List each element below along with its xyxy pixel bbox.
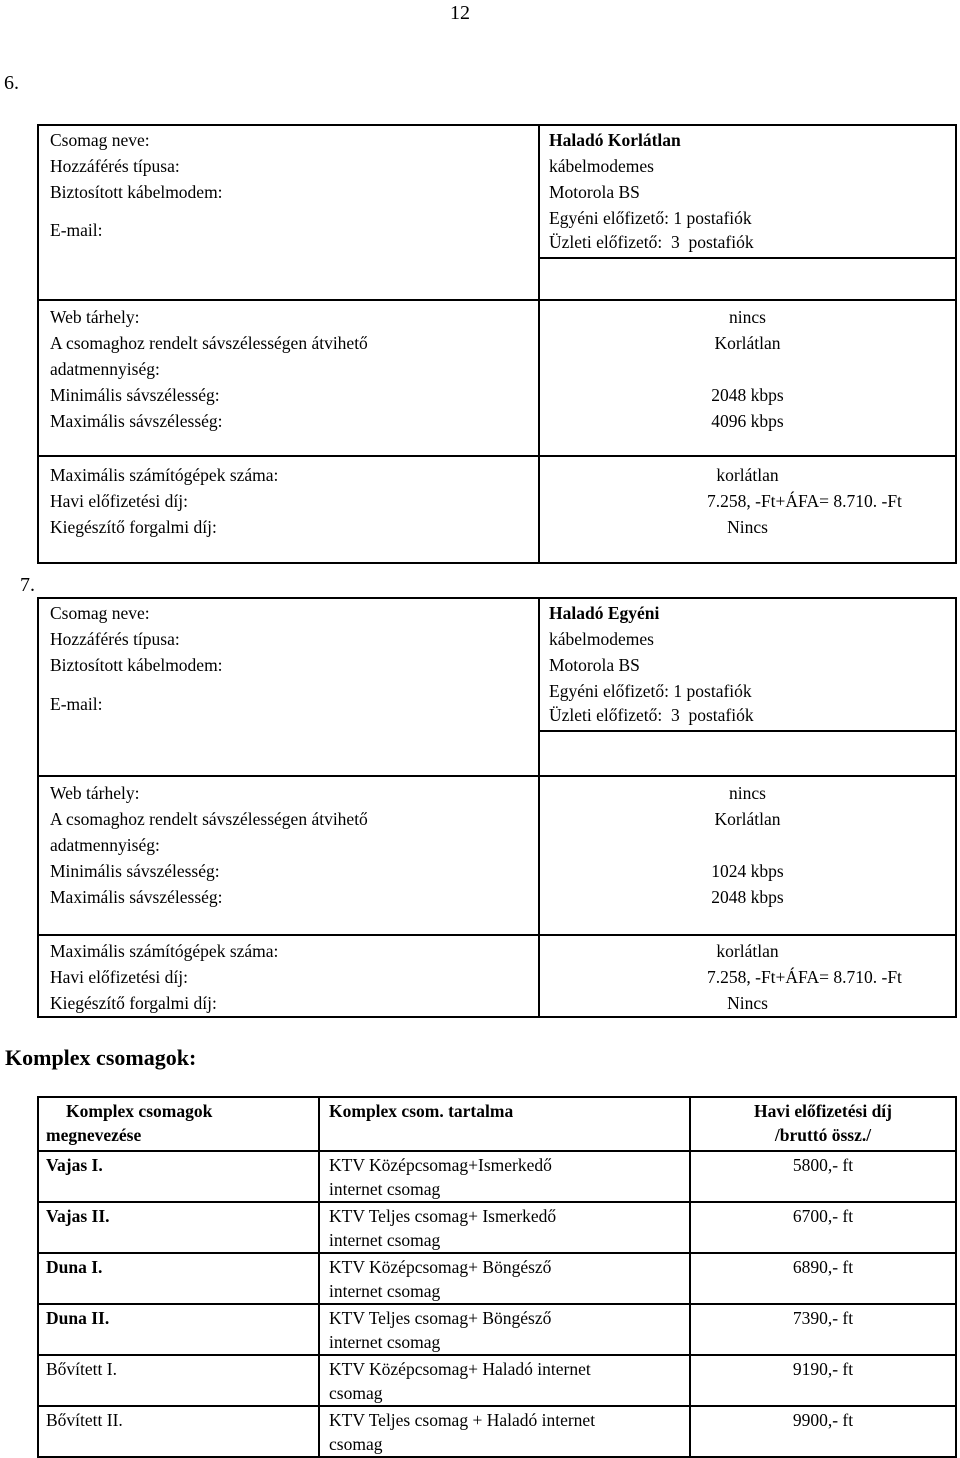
- row-price: 9190,- ft: [792, 1359, 854, 1379]
- row-content-2: internet csomag: [329, 1229, 441, 1250]
- label-atviheto-2: adatmennyiség:: [50, 359, 160, 379]
- value-kieg: Nincs: [727, 517, 768, 537]
- value-email-1: Egyéni előfizető: 1 postafiók: [549, 681, 752, 701]
- row-content-2: internet csomag: [329, 1178, 441, 1199]
- page-number: 12: [450, 2, 470, 24]
- value-atviheto: Korlátlan: [714, 809, 781, 829]
- label-kieg: Kiegészítő forgalmi díj:: [50, 517, 217, 537]
- row-content-1: KTV Teljes csomag+ Ismerkedő: [329, 1206, 557, 1226]
- row-price: 7390,- ft: [792, 1308, 854, 1328]
- divider: [540, 257, 955, 259]
- row-name: Bővített II.: [46, 1410, 123, 1430]
- header-col3-line1: Havi előfizetési díj: [753, 1101, 893, 1121]
- label-email: E-mail:: [50, 694, 103, 714]
- row-name: Duna II.: [46, 1308, 110, 1328]
- row-content-1: KTV Teljes csomag + Haladó internet: [329, 1410, 596, 1430]
- table-row: [38, 1406, 956, 1457]
- table-row: [38, 1202, 956, 1253]
- section-heading: Komplex csomagok:: [5, 1045, 197, 1070]
- divider: [540, 730, 955, 732]
- value-email-2: Üzleti előfizető: 3 postafiók: [549, 232, 754, 252]
- table-row: [38, 1304, 956, 1355]
- value-hozzaferes: kábelmodemes: [549, 629, 654, 649]
- row-name: Duna I.: [46, 1257, 103, 1277]
- value-havi: 7.258, -Ft+ÁFA= 8.710. -Ft: [707, 491, 902, 511]
- label-max: Maximális sávszélesség:: [50, 411, 223, 431]
- label-csomag-neve: Csomag neve:: [50, 130, 150, 150]
- value-csomag-neve: Haladó Egyéni: [549, 603, 660, 623]
- value-hozzaferes: kábelmodemes: [549, 156, 654, 176]
- section-number: 6.: [4, 72, 19, 94]
- header-col3-line2: /bruttó össz./: [774, 1124, 872, 1145]
- table-row: [38, 1253, 956, 1304]
- row-price: 5800,- ft: [792, 1155, 854, 1175]
- row-content-2: csomag: [329, 1433, 383, 1454]
- label-hozzaferes: Hozzáférés típusa:: [50, 156, 180, 176]
- value-min: 2048 kbps: [711, 385, 784, 405]
- value-havi: 7.258, -Ft+ÁFA= 8.710. -Ft: [707, 967, 902, 987]
- row-price: 6890,- ft: [792, 1257, 854, 1277]
- label-gepek: Maximális számítógépek száma:: [50, 941, 279, 961]
- label-email: E-mail:: [50, 220, 103, 240]
- label-csomag-neve: Csomag neve:: [50, 603, 150, 623]
- value-kabelmodem: Motorola BS: [549, 182, 640, 202]
- row-name: Bővített I.: [46, 1359, 117, 1379]
- label-atviheto-1: A csomaghoz rendelt sávszélességen átvihető: [50, 809, 368, 829]
- label-havi: Havi előfizetési díj:: [50, 491, 189, 511]
- label-atviheto-1: A csomaghoz rendelt sávszélességen átvihető: [50, 333, 368, 353]
- row-content-1: KTV Középcsomag+Ismerkedő: [329, 1155, 552, 1175]
- value-csomag-neve: Haladó Korlátlan: [549, 130, 681, 150]
- value-max: 2048 kbps: [711, 887, 784, 907]
- row-content-2: internet csomag: [329, 1331, 441, 1352]
- value-web: nincs: [729, 783, 766, 803]
- header-col2: Komplex csom. tartalma: [329, 1101, 514, 1121]
- label-web: Web tárhely:: [50, 783, 140, 803]
- row-content-2: csomag: [329, 1382, 383, 1403]
- table-row: [38, 1151, 956, 1202]
- value-gepek: korlátlan: [716, 465, 779, 485]
- row-price: 9900,- ft: [792, 1410, 854, 1430]
- row-name: Vajas II.: [46, 1206, 110, 1226]
- section-number: 7.: [20, 574, 35, 596]
- label-web: Web tárhely:: [50, 307, 140, 327]
- table-row: [38, 1355, 956, 1406]
- row-content-1: KTV Teljes csomag+ Böngésző: [329, 1308, 552, 1328]
- label-kabelmodem: Biztosított kábelmodem:: [50, 655, 223, 675]
- row-name: Vajas I.: [46, 1155, 103, 1175]
- komplex-table: [37, 1096, 957, 1458]
- value-gepek: korlátlan: [716, 941, 779, 961]
- value-max: 4096 kbps: [711, 411, 784, 431]
- header-col1-line2: megnevezése: [46, 1124, 142, 1145]
- value-email-2: Üzleti előfizető: 3 postafiók: [549, 705, 754, 725]
- value-email-1: Egyéni előfizető: 1 postafiók: [549, 208, 752, 228]
- table-header-row: [38, 1097, 956, 1151]
- value-web: nincs: [729, 307, 766, 327]
- label-kieg: Kiegészítő forgalmi díj:: [50, 993, 217, 1013]
- value-min: 1024 kbps: [711, 861, 784, 881]
- label-min: Minimális sávszélesség:: [50, 861, 220, 881]
- label-atviheto-2: adatmennyiség:: [50, 835, 160, 855]
- label-min: Minimális sávszélesség:: [50, 385, 220, 405]
- label-max: Maximális sávszélesség:: [50, 887, 223, 907]
- package-table: [37, 597, 957, 1018]
- label-havi: Havi előfizetési díj:: [50, 967, 189, 987]
- label-gepek: Maximális számítógépek száma:: [50, 465, 279, 485]
- row-content-2: internet csomag: [329, 1280, 441, 1301]
- label-kabelmodem: Biztosított kábelmodem:: [50, 182, 223, 202]
- row-content-1: KTV Középcsomag+ Haladó internet: [329, 1359, 591, 1379]
- row-price: 6700,- ft: [792, 1206, 854, 1226]
- value-atviheto: Korlátlan: [714, 333, 781, 353]
- row-content-1: KTV Középcsomag+ Böngésző: [329, 1257, 552, 1277]
- label-hozzaferes: Hozzáférés típusa:: [50, 629, 180, 649]
- package-table: [37, 124, 957, 564]
- value-kabelmodem: Motorola BS: [549, 655, 640, 675]
- value-kieg: Nincs: [727, 993, 768, 1013]
- header-col1-line1: Komplex csomagok: [66, 1101, 213, 1121]
